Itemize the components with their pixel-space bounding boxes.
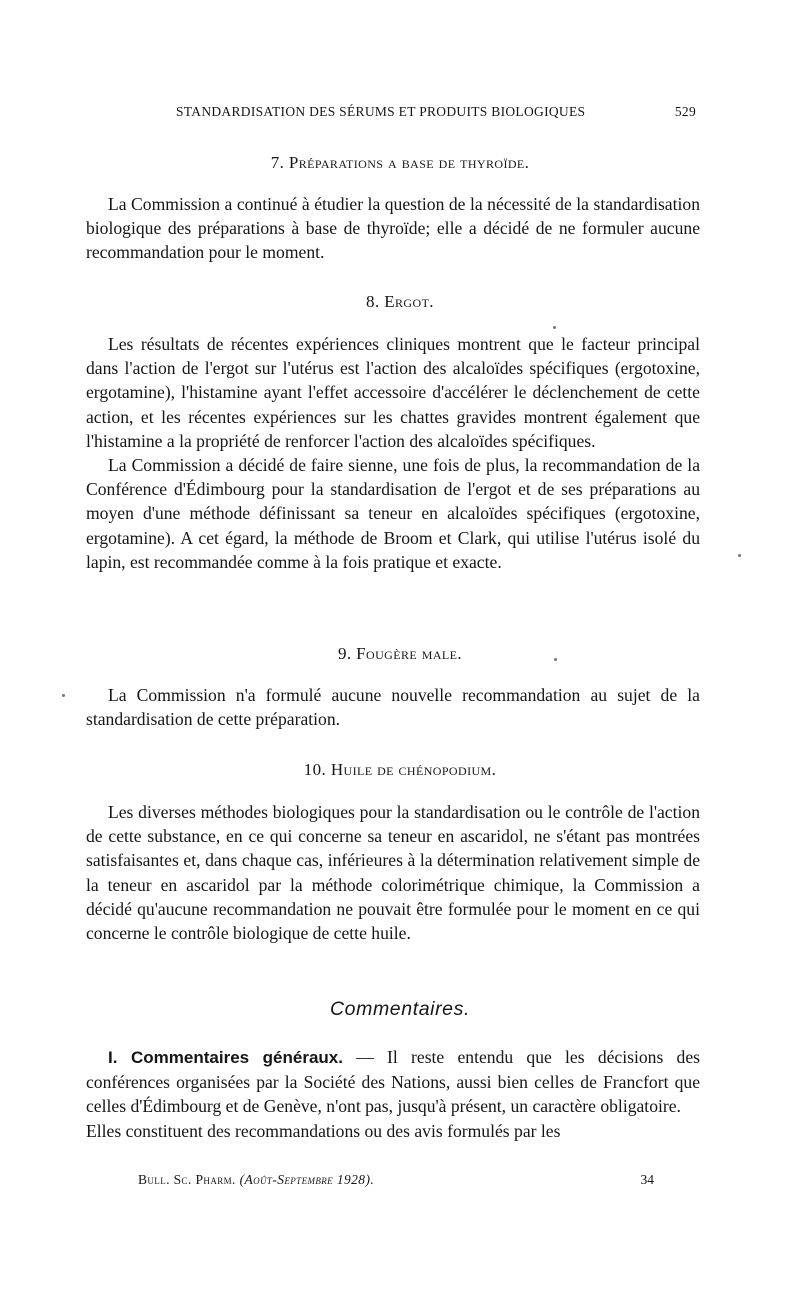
print-speck [553,326,556,329]
print-speck [62,694,65,697]
section-9-text [86,683,700,731]
running-head-title: STANDARDISATION DES SÉRUMS ET PRODUITS BIOLOGIQUES [176,104,586,119]
section-heading-10: 10. Huile de chénopodium. [303,760,497,779]
paragraph: La Commission n'a formulé aucune nouvelle recommandation au sujet de la standardisation de cette préparation. [86,685,700,730]
section-10-text [86,800,700,945]
section-heading-7: 7. Préparations a base de thyroïde. [270,153,530,172]
section-7-text [86,192,700,265]
section-heading-8: 8. Ergot. [366,292,434,311]
commentaires-text [86,1045,700,1143]
paragraph: La Commission a continué à étudier la question de la nécessité de la standardisation biologique des préparations à base de thyroïde; elle a décidé de ne formuler aucune recommandation pour le moment. [86,194,700,263]
footer-issue: (Août-Septembre 1928). [239,1172,375,1187]
paragraph: La Commission a décidé de faire sienne, une fois de plus, la recommandation de la Conférence d'Édimbourg pour la standardisation de l'ergot et de ses préparations au moyen d'une méthode définissant sa teneur en alcaloïdes spécifiques (ergotoxine, ergotamine). A cet égard, la méthode de Broom et Clark, qui utilise l'utérus isolé du lapin, est recommandée comme à la fois pratique et exacte. [86,455,700,572]
paragraph [86,1045,700,1119]
page-number: 529 [674,104,696,119]
commentaires-lead: I. Commentaires généraux. [108,1048,343,1067]
paragraph: Les diverses méthodes biologiques pour la standardisation ou le contrôle de l'action de cette substance, en ce qui concerne sa teneur en ascaridol, ne s'étant pas montrées satisfaisantes et, dans chaque cas, inférieures à la détermination relativement simple de la teneur en ascaridol par la méthode colorimétrique chimique, la Commission a décidé qu'aucune recommandation ne pouvait être formulée pour le moment en ce qui concerne le contrôle biologique de cette huile. [86,802,700,944]
section-8-text [86,332,700,574]
paragraph: Elles constituent des recommandations ou des avis formulés par les [86,1120,561,1141]
footer-journal-name: Bull. Sc. Pharm. [138,1172,236,1187]
paragraph: Les résultats de récentes expériences cliniques montrent que le facteur principal dans l'action de l'ergot sur l'utérus est l'action des alcaloïdes spécifiques (ergotoxine, ergotamine), l'histamine ayant l'effet accessoire d'accélérer le déclenchement de cette action, et les récentes expériences sur les chattes gravides montrent également que l'histamine a la propriété de renforcer l'action des alcaloïdes spécifiques. [86,334,700,451]
print-speck [554,658,557,661]
commentaires-lead-text: — Il reste entendu que les décisions des conférences organisées par la Société des Nations, aussi bien celles de Francfort que celles d'Édimbourg et de Genève, n'ont pas, jusqu'à présent, un caractère obligatoire. [86,1047,700,1117]
footer-journal [138,1172,374,1188]
print-speck [738,554,741,557]
footer-signature: 34 [640,1172,654,1187]
commentaires-title: Commentaires. [329,998,470,1020]
section-heading-9: 9. Fougère male. [337,644,462,663]
